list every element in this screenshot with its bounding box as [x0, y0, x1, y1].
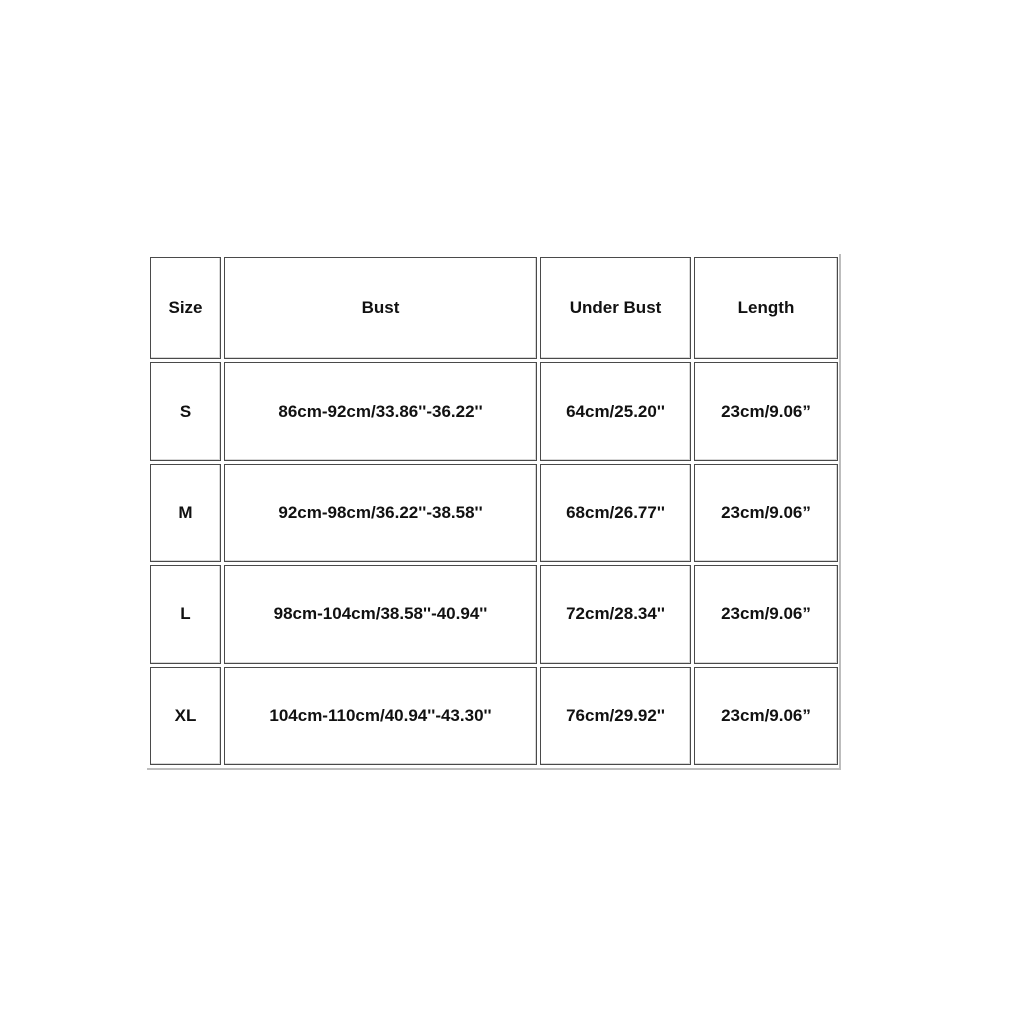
cell-bust: 92cm-98cm/36.22''-38.58'': [224, 464, 537, 562]
cell-under-bust: 76cm/29.92'': [540, 667, 691, 765]
table-row: [150, 667, 838, 765]
cell-length: 23cm/9.06”: [694, 565, 838, 663]
cell-under-bust: 64cm/25.20'': [540, 362, 691, 460]
cell-size: L: [150, 565, 221, 663]
cell-under-bust: 68cm/26.77'': [540, 464, 691, 562]
header-row: [150, 257, 838, 359]
size-chart-table: [147, 254, 841, 768]
cell-length: 23cm/9.06”: [694, 667, 838, 765]
cell-bust: 104cm-110cm/40.94''-43.30'': [224, 667, 537, 765]
table-row: [150, 464, 838, 562]
header-length: Length: [694, 257, 838, 359]
cell-size: M: [150, 464, 221, 562]
cell-size: XL: [150, 667, 221, 765]
table-row: [150, 362, 838, 460]
cell-length: 23cm/9.06”: [694, 464, 838, 562]
cell-size: S: [150, 362, 221, 460]
cell-bust: 86cm-92cm/33.86''-36.22'': [224, 362, 537, 460]
cell-length: 23cm/9.06”: [694, 362, 838, 460]
header-bust: Bust: [224, 257, 537, 359]
cell-bust: 98cm-104cm/38.58''-40.94'': [224, 565, 537, 663]
size-chart: [147, 254, 841, 770]
table-row: [150, 565, 838, 663]
header-size: Size: [150, 257, 221, 359]
header-under-bust: Under Bust: [540, 257, 691, 359]
cell-under-bust: 72cm/28.34'': [540, 565, 691, 663]
